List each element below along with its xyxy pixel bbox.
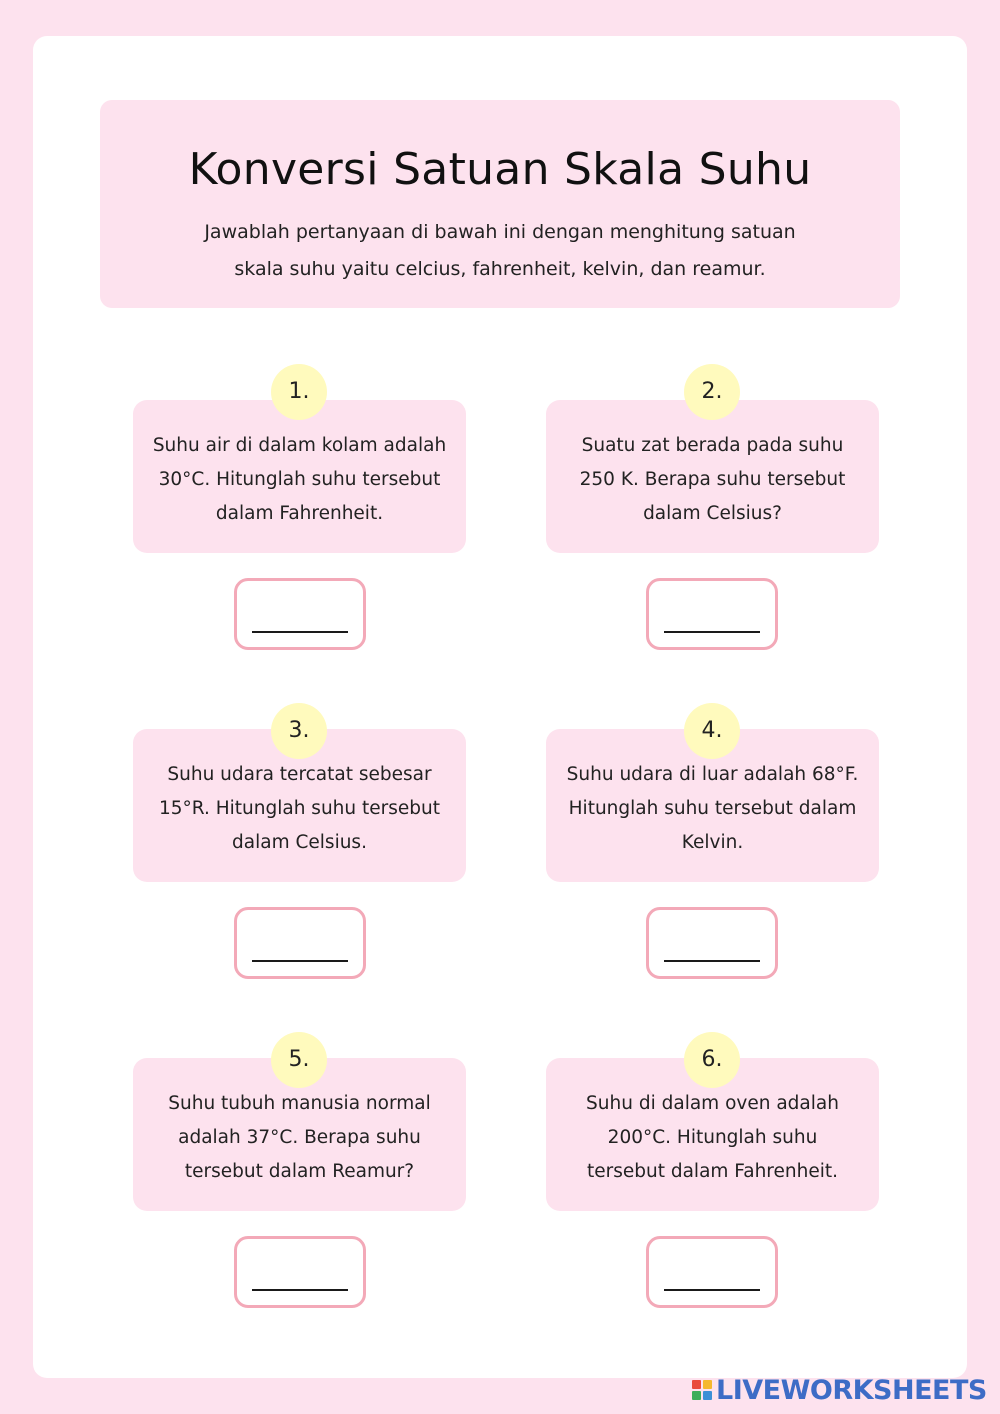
answer-box-1[interactable]	[234, 578, 366, 650]
question-text-line: Suhu tubuh manusia normal	[168, 1093, 431, 1114]
question-text-line: Kelvin.	[681, 832, 744, 853]
worksheet-title: Konversi Satuan Skala Suhu	[188, 144, 812, 195]
question-text-line: dalam Celsius.	[232, 832, 367, 853]
question-number-badge: 2.	[684, 364, 740, 420]
logo-text: LIVEWORKSHEETS	[716, 1374, 987, 1406]
question-text-line: adalah 37°C. Berapa suhu	[178, 1127, 421, 1148]
question-text-line: Hitunglah suhu tersebut dalam	[568, 798, 857, 819]
answer-line	[252, 960, 348, 962]
question-text-line: 15°R. Hitunglah suhu tersebut	[158, 798, 440, 819]
liveworksheets-logo[interactable]	[692, 1376, 987, 1404]
answer-box-4[interactable]	[646, 907, 778, 979]
question-text-line: Suhu udara di luar adalah 68°F.	[566, 764, 859, 785]
question-text-line: tersebut dalam Fahrenheit.	[586, 1161, 838, 1182]
question-card	[133, 400, 466, 553]
question-number-badge: 6.	[684, 1032, 740, 1088]
question-text-line: Suhu udara tercatat sebesar	[167, 764, 432, 785]
question-text-line: Suatu zat berada pada suhu	[581, 435, 844, 456]
worksheet-header	[100, 100, 900, 308]
question-text-line: Suhu di dalam oven adalah	[586, 1093, 839, 1114]
question-text-line: dalam Fahrenheit.	[215, 503, 384, 524]
answer-line	[252, 1289, 348, 1291]
answer-line	[252, 631, 348, 633]
question-text-line: dalam Celsius?	[643, 503, 782, 524]
question-number-badge: 4.	[684, 703, 740, 759]
question-text-line: 250 K. Berapa suhu tersebut	[579, 469, 846, 490]
question-number-badge: 1.	[271, 364, 327, 420]
question-number-badge: 3.	[271, 703, 327, 759]
answer-line	[664, 960, 760, 962]
question-text-line: tersebut dalam Reamur?	[184, 1161, 415, 1182]
answer-box-6[interactable]	[646, 1236, 778, 1308]
question-card	[546, 400, 879, 553]
instructions-line-1: Jawablah pertanyaan di bawah ini dengan menghitung satuan	[204, 221, 796, 243]
answer-line	[664, 1289, 760, 1291]
instructions-line-2: skala suhu yaitu celcius, fahrenheit, kelvin, dan reamur.	[234, 258, 766, 280]
liveworksheets-logo-icon	[692, 1380, 712, 1400]
question-text-line: Suhu air di dalam kolam adalah	[152, 435, 447, 456]
question-text-line: 30°C. Hitunglah suhu tersebut	[158, 469, 441, 490]
answer-box-5[interactable]	[234, 1236, 366, 1308]
worksheet-instructions	[160, 214, 840, 288]
question-text-line: 200°C. Hitunglah suhu	[607, 1127, 818, 1148]
answer-box-3[interactable]	[234, 907, 366, 979]
answer-box-2[interactable]	[646, 578, 778, 650]
question-number-badge: 5.	[271, 1032, 327, 1088]
answer-line	[664, 631, 760, 633]
